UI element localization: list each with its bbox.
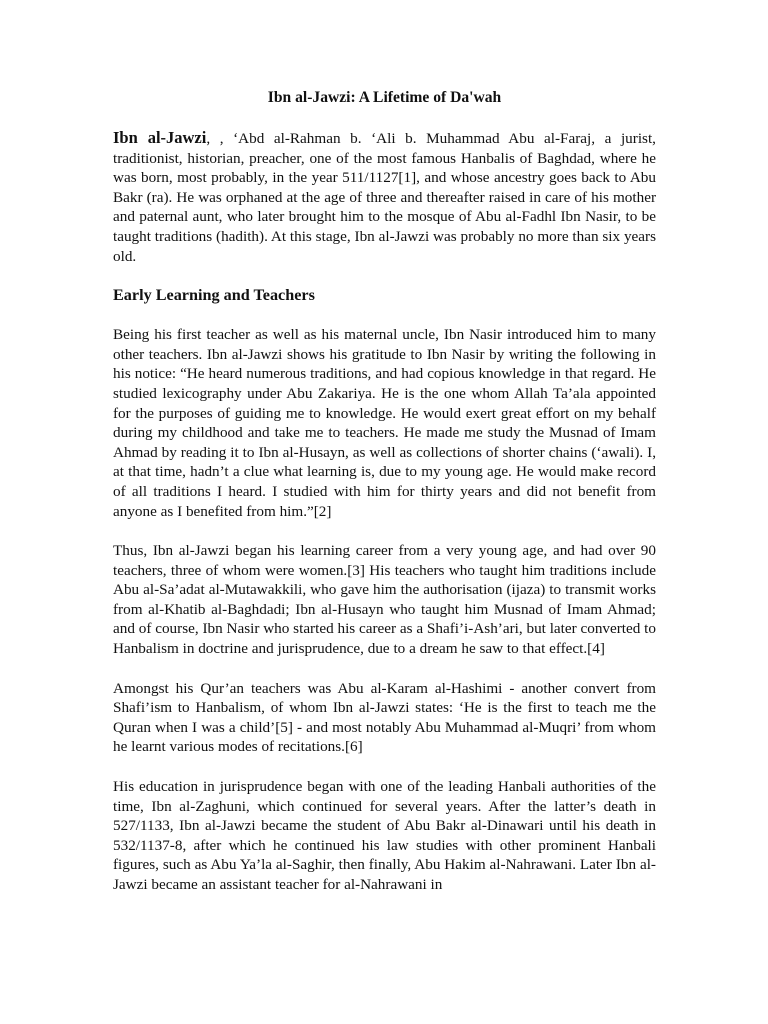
spacer bbox=[113, 659, 656, 679]
document-body bbox=[113, 88, 656, 895]
intro-text: , , ‘Abd al-Rahman b. ‘Ali b. Muhammad Abu al-Faraj, a jurist, traditionist, historian, preacher, one of the most famous Hanbalis of Baghdad, where he was born, most probably, in the year 511/1127[1], and whose ancestry goes back to Abu Bakr (ra). He was orphaned at the age of three and thereafter raised in care of his mother and paternal aunt, who later brought him to the mosque of Abu al-Fadhl Ibn Nasir, to be taught traditions (hadith). At this stage, Ibn al-Jawzi was probably no more than six years old. bbox=[113, 130, 656, 265]
body-paragraph: His education in jurisprudence began with one of the leading Hanbali authorities of the time, Ibn al-Zaghuni, which continued for several years. After the latter’s death in 527/1133, Ibn al-Jawzi became the student of Abu Bakr al-Dinawari until his death in 532/1137-8, after which he continued his law studies with other prominent Hanbali figures, such as Abu Ya’la al-Saghir, then finally, Abu Hakim al-Nahrawani. Later Ibn al-Jawzi became an assistant teacher for al-Nahrawani in bbox=[113, 778, 656, 893]
body-paragraph: Amongst his Qur’an teachers was Abu al-Karam al-Hashimi - another convert from Shafi’ism to Hanbalism, of whom Ibn al-Jawzi states: ‘He is the first to teach me the Quran when I was a child’[5] - and most notably Abu Muhammad al-Muqri’ from whom he learnt various modes of recitations.[6] bbox=[113, 679, 656, 756]
body-paragraph: Thus, Ibn al-Jawzi began his learning career from a very young age, and had over 90 teachers, three of whom were women.[3] His teachers who taught him traditions include Abu al-Sa’adat al-Mutawakkili, who gave him the authorisation (ijaza) to transmit works from al-Khatib al-Baghdadi; Ibn al-Husayn who taught him Musnad of Imam Ahmad; and of course, Ibn Nasir who started his career as a Shafi’i-Ash’ari, but later converted to Hanbalism in doctrine and jurisprudence, due to a dream he saw to that effect.[4] bbox=[113, 542, 656, 658]
spacer bbox=[113, 305, 656, 325]
document-title: Ibn al-Jawzi: A Lifetime of Da'wah bbox=[267, 89, 502, 106]
body-paragraph: Being his first teacher as well as his maternal uncle, Ibn Nasir introduced him to many other teachers. Ibn al-Jawzi shows his gratitude to Ibn Nasir by writing the following in his notice: “He heard numerous traditions, and had copious knowledge in that regard. He studied lexicography under Abu Zakariya. He is the one whom Allah Ta’ala appointed for the purposes of guiding me to knowledge. He would exert great effort on my behalf during my childhood and take me to teachers. He made me study the Musnad of Imam Ahmad by reading it to Ibn al-Husayn, as well as collections of shorter chains (‘awali). I, at that time, hadn’t a clue what learning is, due to my young age. He would make record of all traditions I heard. I studied with him for thirty years and did not benefit from anyone as I benefited from him.”[2] bbox=[113, 326, 656, 520]
spacer bbox=[113, 757, 656, 777]
spacer bbox=[113, 521, 656, 541]
spacer bbox=[113, 266, 656, 285]
intro-paragraph bbox=[113, 128, 656, 266]
intro-name: Ibn al-Jawzi bbox=[113, 128, 207, 147]
section-heading: Early Learning and Teachers bbox=[113, 286, 315, 305]
